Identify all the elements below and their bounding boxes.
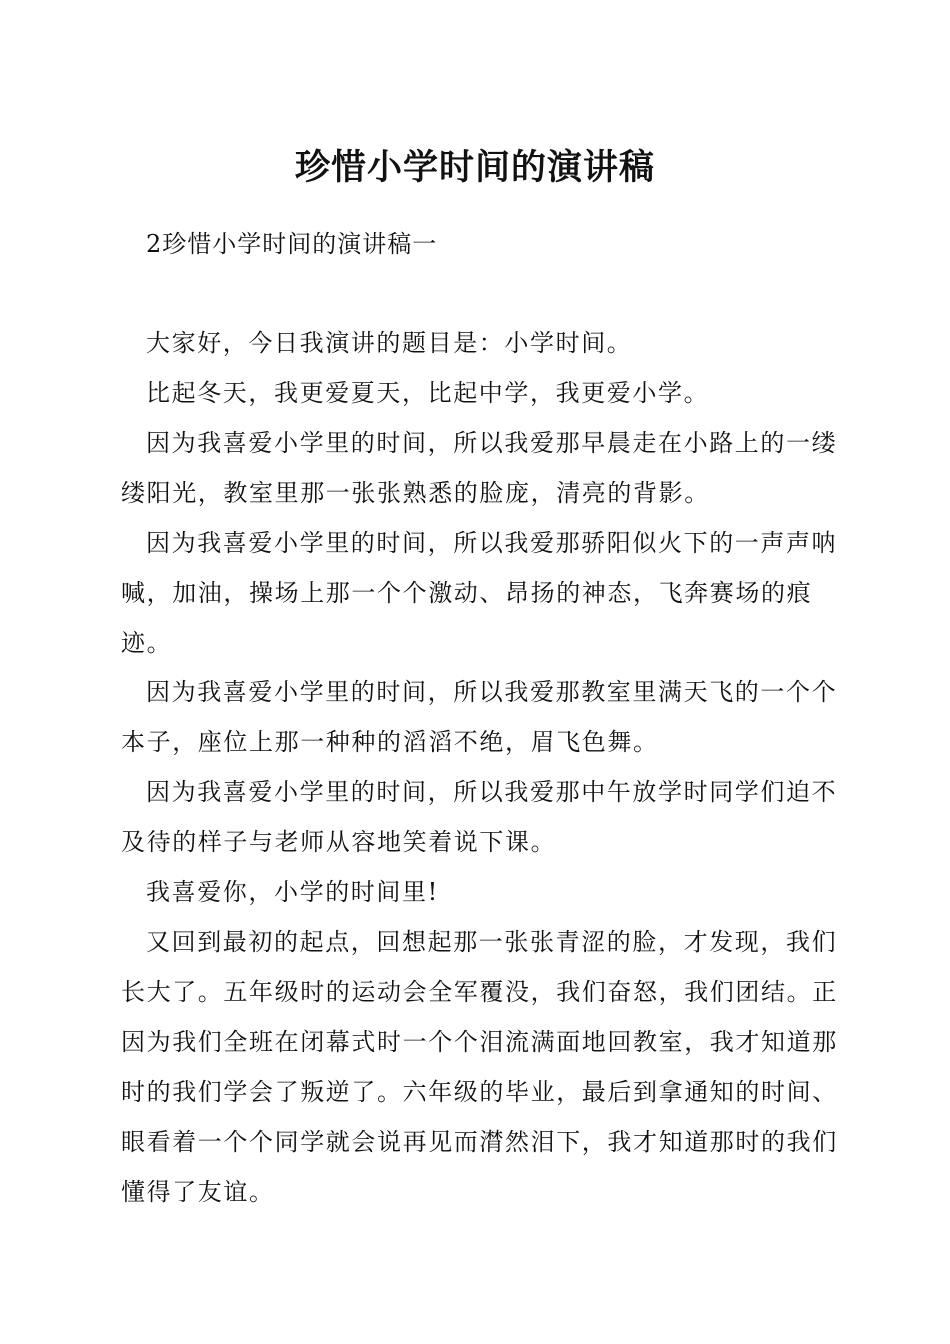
paragraph-8: 又回到最初的起点，回想起那一张张青涩的脸，才发现，我们长大了。五年级时的运动会全军覆没，我们奋怒，我们团结。正因为我们全班在闭幕式时一个个泪流满面地回教室，我才知道那时的我们学会了叛逆了。六年级的毕业，最后到拿通知的时间、眼看着一个个同学就会说再见而潸然泪下，我才知道那时的我们懂得了友谊。	[121, 928, 838, 1206]
paragraph-2: 比起冬天，我更爱夏天，比起中学，我更爱小学。	[146, 379, 710, 407]
paragraph-4: 因为我喜爱小学里的时间，所以我爱那骄阳似火下的一声声呐喊，加油，操场上那一个个激动、昂扬的神态，飞奔赛场的痕迹。	[121, 529, 838, 657]
document-title: 珍惜小学时间的演讲稿	[294, 147, 655, 188]
paragraph-3: 因为我喜爱小学里的时间，所以我爱那早晨走在小路上的一缕缕阳光，教室里那一张张熟悉的脸庞，清亮的背影。	[121, 429, 838, 507]
paragraph-5: 因为我喜爱小学里的时间，所以我爱那教室里满天飞的一个个本子，座位上那一种种的滔滔不绝，眉飞色舞。	[121, 678, 838, 756]
paragraph-6: 因为我喜爱小学里的时间，所以我爱那中午放学时同学们迫不及待的样子与老师从容地笑着说下课。	[121, 778, 838, 856]
paragraph-7: 我喜爱你，小学的时间里!	[146, 878, 439, 906]
paragraph-1: 大家好，今日我演讲的题目是：小学时间。	[146, 329, 633, 357]
document-subtitle: 2珍惜小学时间的演讲稿一	[146, 230, 438, 258]
